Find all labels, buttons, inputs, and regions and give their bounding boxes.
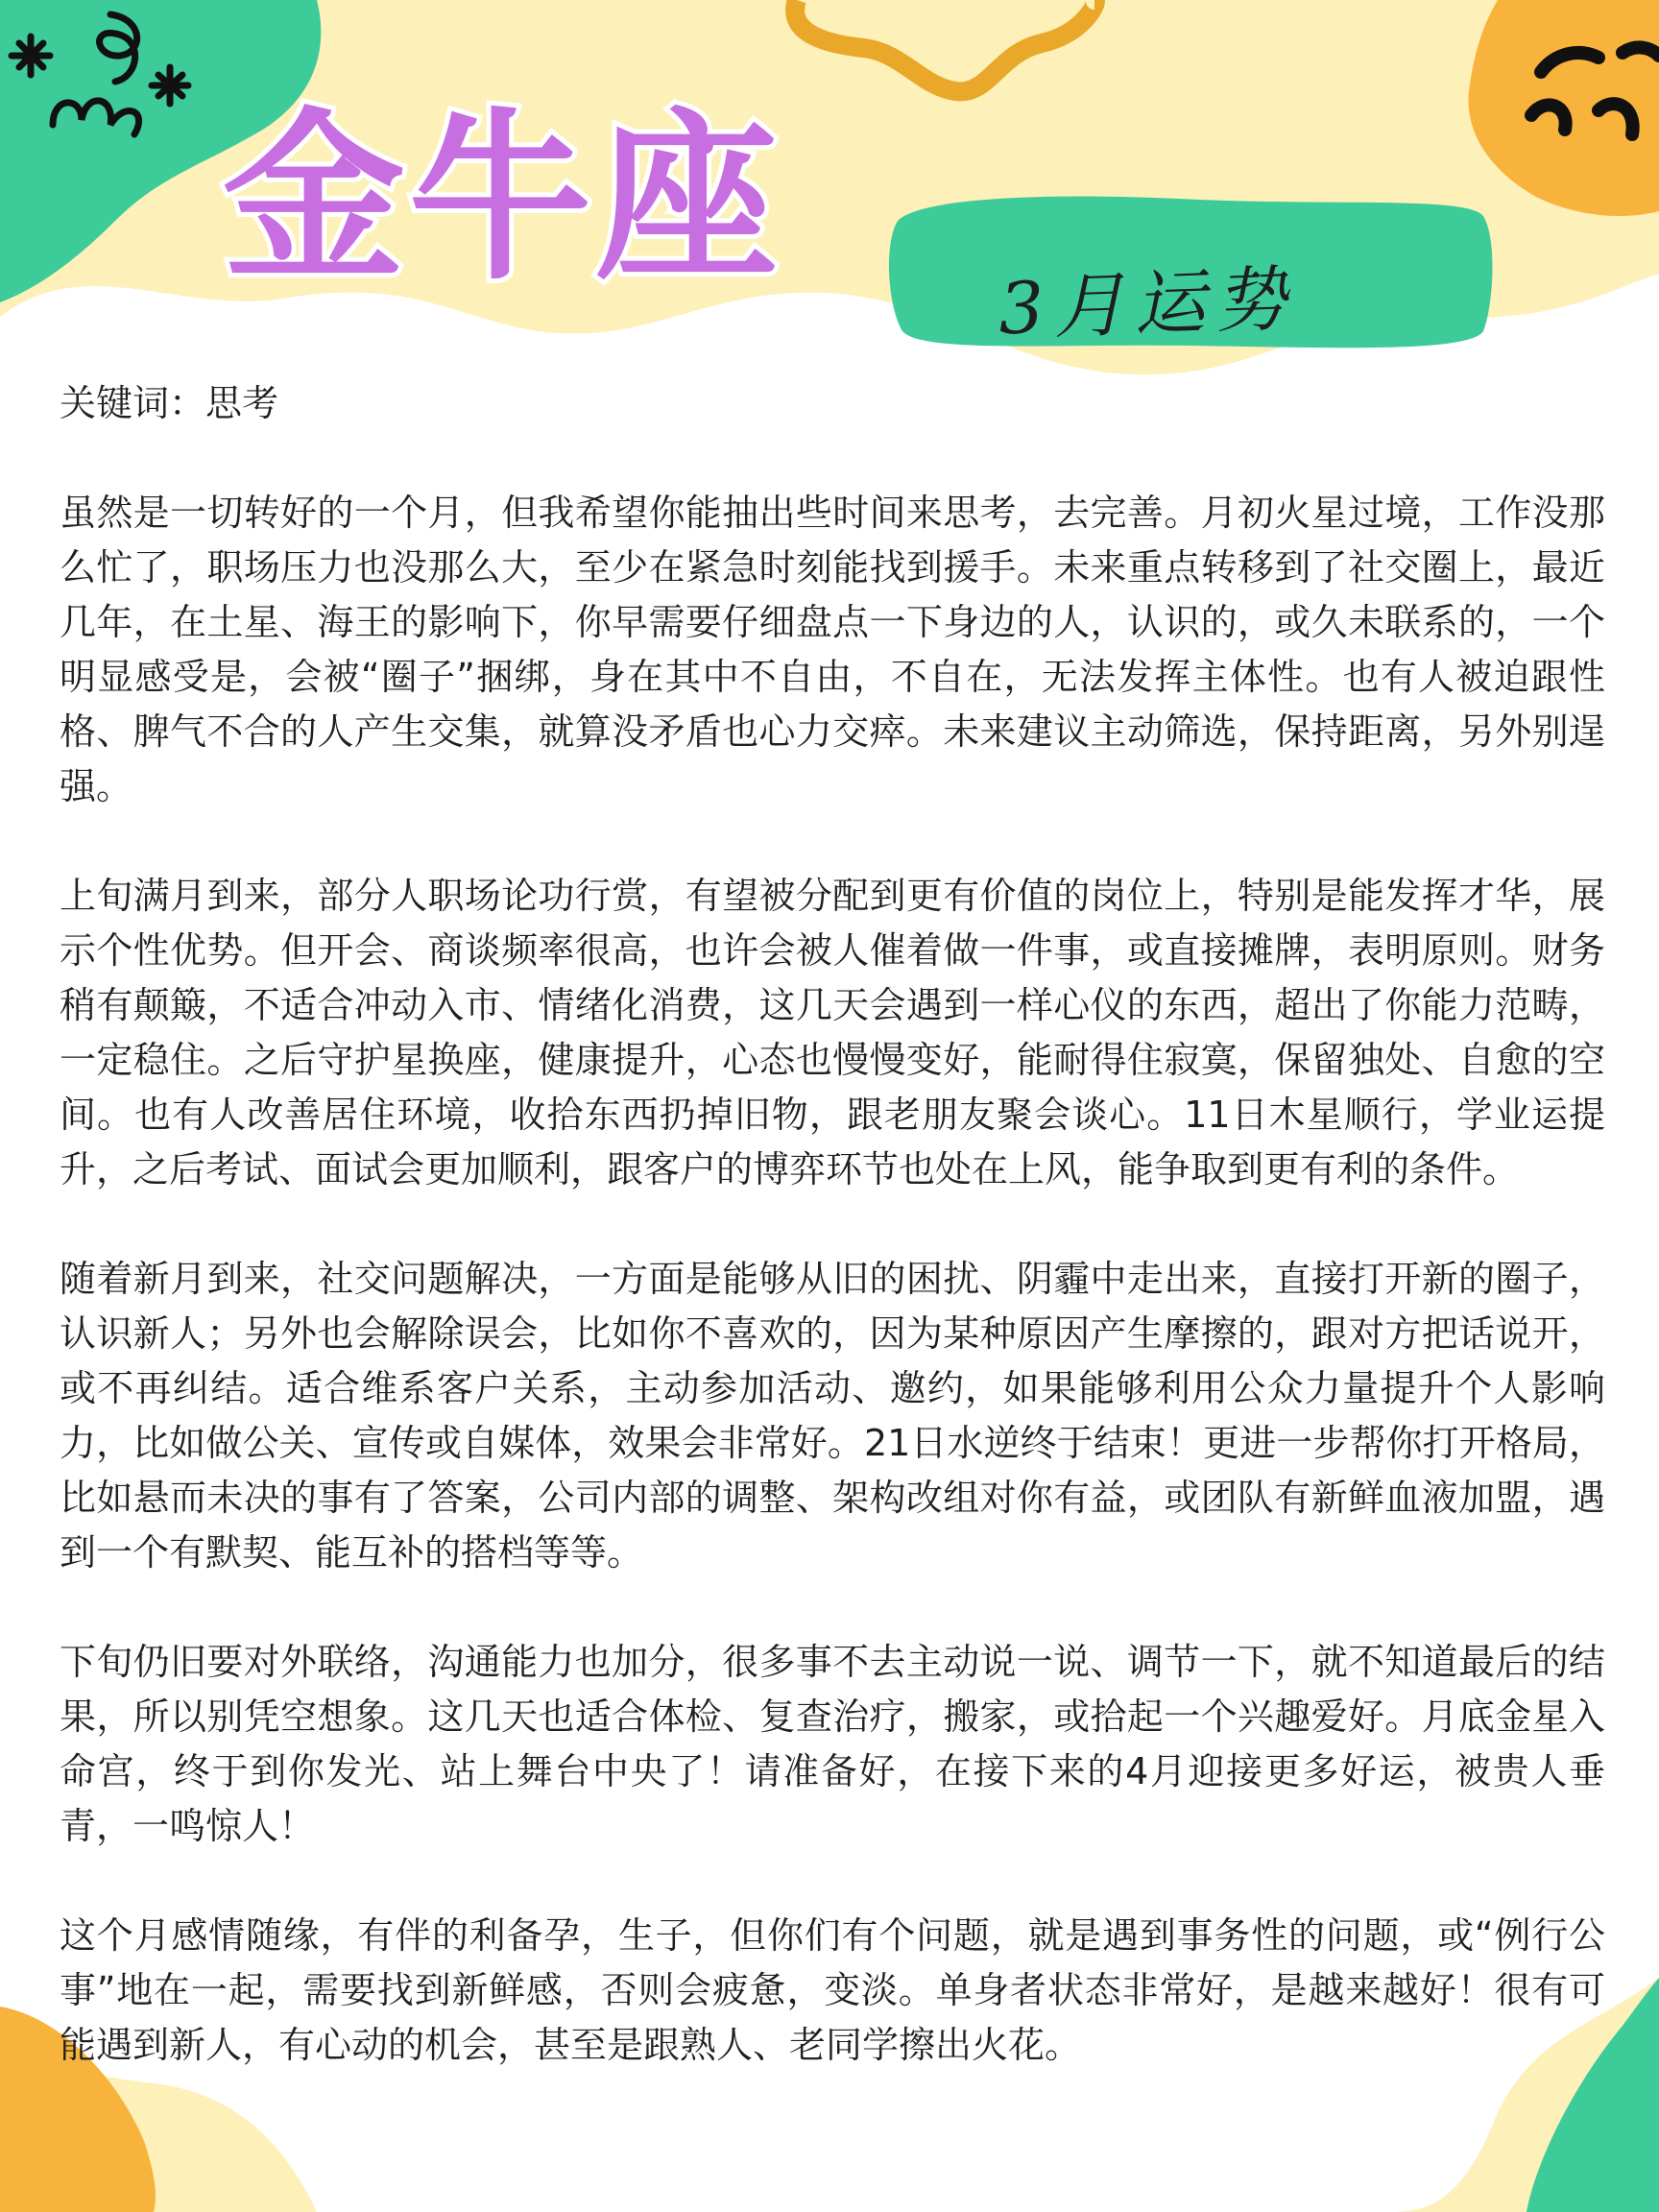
paragraph-5: 这个月感情随缘，有伴的利备孕，生子，但你们有个问题，就是遇到事务性的问题，或“例行公事”地在一起，需要找到新鲜感，否则会疲惫，变淡。单身者状态非常好，是越来越好！很有可能遇到新人，有心动的机会，甚至是跟熟人、老同学擦出火花。 <box>60 1914 1605 2066</box>
paragraph-1: 虽然是一切转好的一个月，但我希望你能抽出些时间来思考，去完善。月初火星过境，工作没那么忙了，职场压力也没那么大，至少在紧急时刻能找到援手。未来重点转移到了社交圈上，最近几年，在土星、海王的影响下，你早需要仔细盘点一下身边的人，认识的，或久未联系的，一个明显感受是，会被“圈子”捆绑，身在其中不自由，不自在，无法发挥主体性。也有人被迫跟性格、脾气不合的人产生交集，就算没矛盾也心力交瘁。未来建议主动筛选，保持距离，另外别逞强。 <box>60 492 1605 807</box>
yellow-squiggle-outline <box>795 0 1095 91</box>
page-subtitle: 3月运势 <box>997 257 1297 351</box>
paragraph-3: 随着新月到来，社交问题解决，一方面是能够从旧的困扰、阴霾中走出来，直接打开新的圈子，认识新人；另外也会解除误会，比如你不喜欢的，因为某种原因产生摩擦的，跟对方把话说开，或不再纠结。适合维系客户关系，主动参加活动、邀约，如果能够利用公众力量提升个人影响力，比如做公关、宣传或自媒体，效果会非常好。21日水逆终于结束！更进一步帮你打开格局，比如悬而未决的事有了答案，公司内部的调整、架构改组对你有益，或团队有新鲜血液加盟，遇到一个有默契、能互补的搭档等等。 <box>60 1258 1605 1574</box>
paragraph-4: 下旬仍旧要对外联络，沟通能力也加分，很多事不去主动说一说、调节一下，就不知道最后的结果，所以别凭空想象。这几天也适合体检、复查治疗，搬家，或拾起一个兴趣爱好。月底金星入命宫，终于到你发光、站上舞台中央了！请准备好，在接下来的4月迎接更多好运，被贵人垂青，一鸣惊人！ <box>60 1641 1605 1847</box>
page-title: 金牛座 <box>223 92 782 304</box>
paragraph-2: 上旬满月到来，部分人职场论功行赏，有望被分配到更有价值的岗位上，特别是能发挥才华，展示个性优势。但开会、商谈频率很高，也许会被人催着做一件事，或直接摊牌，表明原则。财务稍有颠簸，不适合冲动入市、情绪化消费，这几天会遇到一样心仪的东西，超出了你能力范畴，一定稳住。之后守护星换座，健康提升，心态也慢慢变好，能耐得住寂寞，保留独处、自愈的空间。也有人改善居住环境，收拾东西扔掉旧物，跟老朋友聚会谈心。11日木星顺行，学业运提升，之后考试、面试会更加顺利，跟客户的博弈环节也处在上风，能争取到更有利的条件。 <box>60 875 1605 1190</box>
article-body <box>60 376 1605 2128</box>
keyword-line: 关键词：思考 <box>60 382 279 424</box>
